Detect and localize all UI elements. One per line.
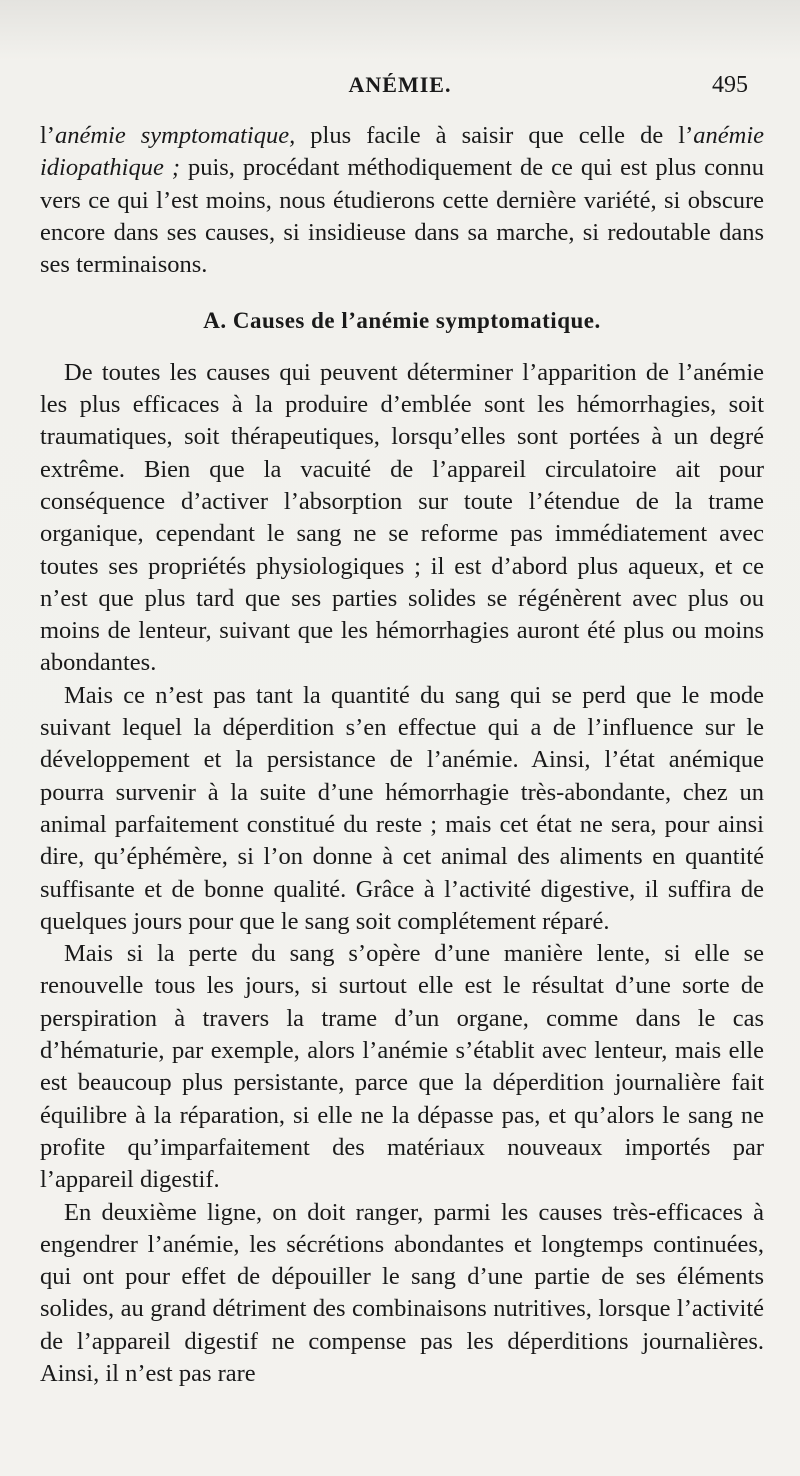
- paragraph: Mais si la perte du sang s’opère d’une manière lente, si elle se renouvelle tous les jours, si surtout elle est le résultat d’une sorte de perspiration à travers la trame d’un organe, comme dans le cas d’hématurie, par exemple, alors l’anémie s’établit avec lenteur, mais elle est beaucoup plus persistante, parce que la déperdition journalière fait équilibre à la réparation, si elle ne la dépasse pas, et qu’alors le sang ne profite qu’imparfaitement des matériaux nouveaux importés par l’appareil digestif.: [40, 940, 764, 1194]
- intro-italic-1: anémie symptomatique,: [54, 122, 296, 149]
- intro-text-2: plus facile à saisir que celle de l’: [295, 122, 694, 149]
- intro-paragraph: [40, 120, 764, 281]
- running-head: ANÉMIE.: [348, 72, 452, 97]
- page-number: 495: [712, 72, 748, 98]
- section-heading: A. Causes de l’anémie symptomatique.: [203, 308, 601, 334]
- paragraph: De toutes les causes qui peuvent déterminer l’apparition de l’anémie les plus efficaces à la produire d’emblée sont les hémorrhagies, soit traumatiques, soit thérapeutiques, lorsqu’elles sont portées à un degré extrême. Bien que la vacuité de l’appareil circulatoire ait pour conséquence d’activer l’absorption sur toute l’étendue de la trame organique, cependant le sang ne se reforme pas immédiatement avec toutes ses propriétés physiologiques ; il est d’abord plus aqueux, et ce n’est que plus tard que ses parties solides se régénèrent avec plus ou moins de lenteur, suivant que les hémorrhagies auront été plus ou moins abondantes.: [40, 358, 764, 677]
- paragraph: En deuxième ligne, on doit ranger, parmi les causes très-efficaces à engendrer l’anémie, les sécrétions abondantes et longtemps continuées, qui ont pour effet de dépouiller le sang d’une partie de ses éléments solides, au grand détriment des combinaisons nutritives, lorsque l’activité de l’appareil digestif ne compense pas les déperditions journalières. Ainsi, il n’est pas rare: [40, 1198, 764, 1387]
- body-text: [40, 120, 764, 1390]
- intro-text-1: l’: [40, 122, 55, 149]
- page-header: [40, 72, 760, 104]
- paragraph: Mais ce n’est pas tant la quantité du sang qui se perd que le mode suivant lequel la déperdition s’en effectue qui a de l’influence sur le développement et la persistance de l’anémie. Ainsi, l’état anémique pourra survenir à la suite d’une hémorrhagie très-abondante, chez un animal parfaitement constitué du reste ; mais cet état ne sera, pour ainsi dire, qu’éphémère, si l’on donne à cet animal des aliments en quantité suffisante et de bonne qualité. Grâce à l’activité digestive, il suffira de quelques jours pour que le sang soit complétement réparé.: [40, 681, 764, 935]
- intro-text-3: puis, procédant méthodiquement de ce qui est plus connu vers ce qui l’est moins, nous étudierons cette dernière variété, si obscure encore dans ses causes, si insidieuse dans sa marche, si redoutable dans ses terminaisons.: [40, 154, 764, 279]
- intro-italic-2: anémie idiopathique ;: [40, 122, 764, 182]
